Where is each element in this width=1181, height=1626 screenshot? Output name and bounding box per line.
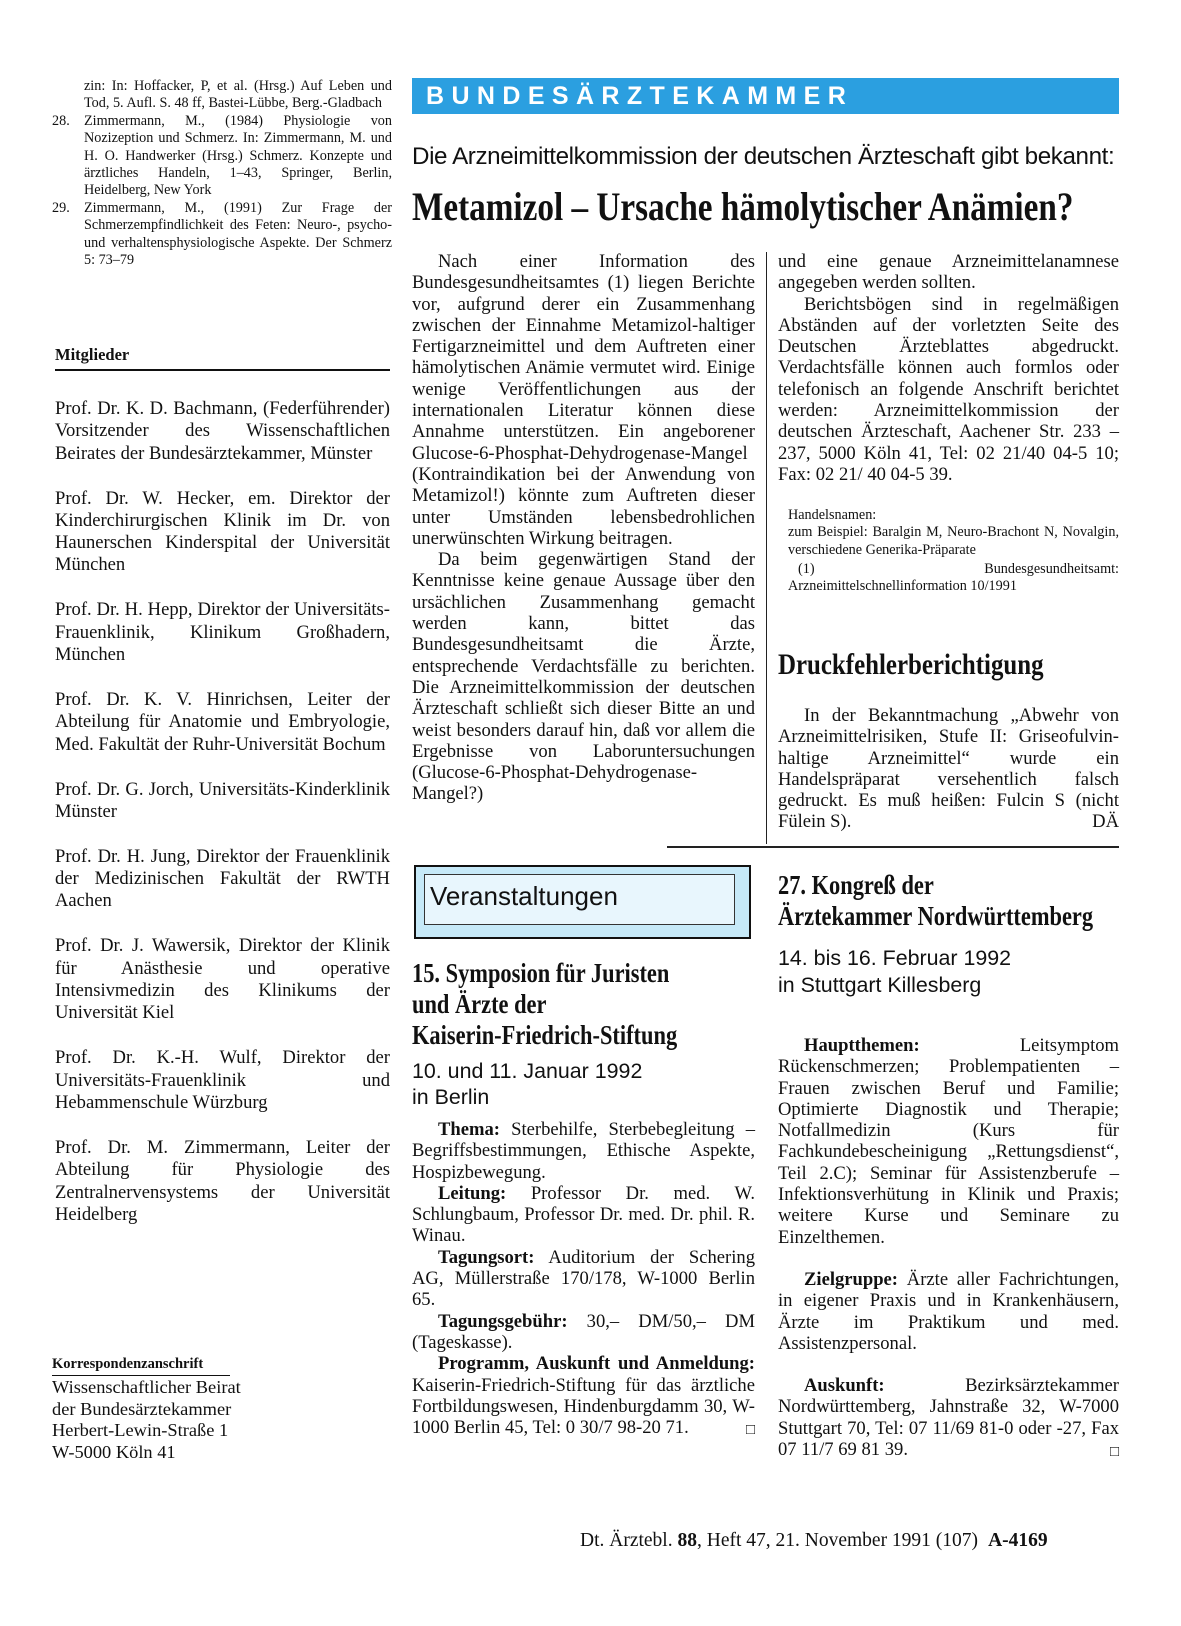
- reference-list: [52, 78, 392, 269]
- article-paragraph: Da beim gegenwärtigen Stand der Kenntnisse keine genaue Aussage über den ursächlichen Zusammenhang gemacht werden kann, bittet das Bundesgesundheitsamt die Ärzte, entsprechende Verdachtsfälle zu berichten. Die Arzneimittelkommission der deutschen Ärzteschaft schließt sich dieser Bitte an und weist besonders darauf hin, daß vor allem die Ergebnisse von Laboruntersuchungen (Glucose-6-Phosphat-Dehydrogenase-Mangel?): [412, 549, 755, 805]
- member-entry: Prof. Dr. K.-H. Wulf, Direktor der Universitäts-Frauenklinik und Hebammenschule Würzburg: [55, 1047, 390, 1113]
- footnote: (1) Bundesgesundheitsamt: Arzneimittelschnellinformation 10/1991: [788, 560, 1119, 595]
- address-line: Wissenschaftlicher Beirat: [52, 1377, 241, 1397]
- event-detail: [412, 1353, 755, 1438]
- event-detail: [778, 1035, 1119, 1248]
- detail-text: Ärzte aller Fachrichtungen, in eigener Praxis und in Krankenhäusern, Ärzte im Praktikum und med. Assistenzpersonal.: [778, 1268, 1119, 1354]
- section-divider: [667, 846, 1119, 848]
- detail-text: Auditorium der Schering AG, Müllerstraße 170/178, W-1000 Berlin 65.: [412, 1246, 755, 1311]
- address-line: W-5000 Köln 41: [52, 1441, 176, 1462]
- column-divider: [766, 252, 767, 844]
- detail-label: Thema:: [438, 1119, 500, 1140]
- event2-details: [778, 1035, 1119, 1463]
- detail-text: 30,– DM/50,– DM (Tageskasse).: [412, 1310, 755, 1353]
- journal-name: Dt. Ärztebl.: [580, 1530, 673, 1551]
- member-entry: Prof. Dr. W. Hecker, em. Direktor der Kinderchirurgischen Klinik im Dr. von Haunerschen Kinderspital der Universität München: [55, 487, 390, 576]
- reference-item: [52, 78, 392, 113]
- event1-date: [412, 1058, 755, 1110]
- event-title-line: Ärztekammer Nordwürttemberg: [778, 901, 1094, 931]
- trade-names: zum Beispiel: Baralgin M, Neuro-Brachont N, Novalgin, verschiedene Generika-Präparate: [788, 524, 1119, 558]
- address-line: Herbert-Lewin-Straße 1: [52, 1420, 229, 1440]
- members-heading: Mitglieder: [55, 345, 390, 371]
- end-mark-icon: □: [745, 1422, 755, 1439]
- detail-label: Leitung:: [438, 1182, 507, 1204]
- reference-text: Zimmermann, M., (1991) Zur Frage der Schmerzempfindlichkeit des Feten: Neuro-, psycho- und verhaltensphysiologische Aspekte. Der Schmerz 5: 73–79: [84, 199, 392, 269]
- event-title-line: 27. Kongreß der: [778, 870, 934, 900]
- detail-label: Auskunft:: [804, 1375, 885, 1397]
- member-entry: Prof. Dr. G. Jorch, Universitäts-Kinderklinik Münster: [55, 778, 390, 822]
- member-entry: Prof. Dr. M. Zimmermann, Leiter der Abteilung für Physiologie des Zentralnervensystems der Universität Heidelberg: [55, 1136, 390, 1225]
- detail-label: Programm, Auskunft und Anmeldung:: [438, 1353, 755, 1375]
- end-mark-icon: □: [1109, 1444, 1119, 1461]
- article-paragraph: Berichtsbögen sind in regelmäßigen Abständen auf der vorletzten Seite des Deutschen Ärzteblattes abgedruckt. Verdachtsfälle können auch formlos oder telefonisch an folgende Anschrift berichtet werden: Arzneimittelkommission der deutschen Ärzteschaft, Aachener Str. 233 – 237, 5000 Köln 41, Tel: 02 21/40 04-5 10; Fax: 02 21/ 40 04-5 39.: [778, 293, 1119, 485]
- detail-label: Zielgruppe:: [804, 1268, 899, 1290]
- correction-text: In der Bekanntmachung „Abwehr von Arzneimittelrisiken, Stufe II: Griseofulvin-haltige Arzneimittel“ wurde ein Handelspräparat versehentlich falsch gedruckt. Es muß heißen: Fulcin S (nicht Fülein S). DÄ: [778, 705, 1119, 833]
- event-detail: [412, 1119, 755, 1183]
- event-detail: [412, 1311, 755, 1354]
- article-kicker: Die Arzneimittelkommission der deutschen Ärzteschaft gibt bekannt:: [412, 143, 1115, 170]
- reference-text: Zimmermann, M., (1984) Physiologie von Nozizeption und Schmerz. In: Zimmermann, M. und H. O. Handwerker (Hrsg.) Schmerz. Konzepte und ärztliches Handeln, 1–43, Springer, Berlin, Heidelberg, New York: [84, 112, 392, 199]
- page-number: A-4169: [988, 1530, 1048, 1551]
- detail-label: Tagungsort:: [438, 1246, 535, 1268]
- event2-title: [778, 870, 1093, 932]
- journal-volume: 88: [677, 1530, 697, 1551]
- article-headline: Metamizol – Ursache hämolytischer Anämien?: [412, 184, 1074, 229]
- detail-text: Professor Dr. med. W. Schlungbaum, Professor Dr. med. Dr. phil. R. Winau.: [412, 1182, 755, 1247]
- member-entry: Prof. Dr. H. Jung, Direktor der Frauenklinik der Medizinischen Fakultät der RWTH Aachen: [55, 845, 390, 912]
- reference-item: [52, 200, 392, 270]
- member-entry: Prof. Dr. K. D. Bachmann, (Federführender) Vorsitzender des Wissenschaftlichen Beirates der Bundesärztekammer, Münster: [55, 398, 390, 464]
- event-date-line: in Stuttgart Killesberg: [778, 973, 982, 997]
- event-detail: [778, 1375, 1119, 1460]
- detail-text: Leitsymptom Rückenschmerzen; Problempatienten – Frauen zwischen Beruf und Familie; Optimierte Diagnostik und Therapie; Notfallmedizin (Kurs für Fachkundebescheinigung „Rettungsdienst“, Teil 2.C); Seminar für Assistenzberufe – Infektionsverhütung in Klinik und Praxis; weitere Kurse und Seminare zu Einzelthemen.: [778, 1035, 1119, 1248]
- detail-label: Tagungsgebühr:: [438, 1310, 568, 1332]
- detail-text: Sterbehilfe, Sterbebegleitung – Begriffsbestimmungen, Ethische Aspekte, Hospizbewegung.: [412, 1119, 755, 1183]
- issue-info: , Heft 47, 21. November 1991 (107): [696, 1530, 979, 1551]
- member-entry: Prof. Dr. H. Hepp, Direktor der Universitäts-Frauenklinik, Klinikum Großhadern, München: [55, 599, 390, 666]
- events-section-box: [414, 865, 751, 939]
- event2-date: [778, 945, 1119, 999]
- detail-text: Bezirksärztekammer Nordwürttemberg, Jahnstraße 32, W-7000 Stuttgart 70, Tel: 07 11/69 81-0 oder -27, Fax 07 11/7 69 81 39.: [778, 1375, 1119, 1461]
- event-title-line: und Ärzte der: [412, 989, 547, 1019]
- event-title-line: Kaiserin-Friedrich-Stiftung: [412, 1020, 678, 1050]
- reference-text: zin: In: Hoffacker, P, et al. (Hrsg.) Auf Leben und Tod, 5. Aufl. S. 48 ff, Bastei-Lübbe, Berg.-Gladbach: [84, 78, 392, 112]
- article-paragraph: und eine genaue Arzneimittelanamnese angegeben werden sollten.: [778, 251, 1119, 294]
- article-paragraph: Nach einer Information des Bundesgesundheitsamtes (1) liegen Berichte vor, aufgrund derer ein Zusammenhang zwischen der Einnahme Metamizol-haltiger Fertigarzneimittel und dem Auftreten einer hämolytischen Anämie vermutet wird. Einige wenige Veröffentlichungen aus der internationalen Literatur können diese Annahme unterstützen. Ein angeborener Glucose-6-Phosphat-Dehydrogenase-Mangel (Kontraindikation bei der Anwendung von Metamizol!) könnte zum Auftreten dieser unter Umständen lebensbedrohlichen unerwünschten Wirkung beitragen.: [412, 251, 755, 549]
- trade-names-label: Handelsnamen:: [788, 507, 877, 523]
- event-date-line: 10. und 11. Januar 1992: [412, 1059, 643, 1083]
- detail-label: Hauptthemen:: [804, 1035, 920, 1056]
- reference-item: [52, 113, 392, 200]
- event-date-line: in Berlin: [412, 1085, 490, 1109]
- article-column-right: [778, 251, 1119, 485]
- reference-number: 29.: [52, 199, 70, 216]
- events-section-label: Veranstaltungen: [430, 881, 618, 911]
- correction-heading: Druckfehlerberichtigung: [778, 648, 1044, 681]
- event1-title: [412, 958, 677, 1051]
- event-title-line: 15. Symposion für Juristen: [412, 958, 670, 988]
- correspondence-address: [52, 1377, 392, 1463]
- event1-details: [412, 1119, 755, 1441]
- address-line: der Bundesärztekammer: [52, 1398, 232, 1419]
- article-notes: [788, 507, 1119, 595]
- event-date-line: 14. bis 16. Februar 1992: [778, 946, 1012, 970]
- member-entry: Prof. Dr. K. V. Hinrichsen, Leiter der Abteilung für Anatomie und Embryologie, Med. Fakultät der Ruhr-Universität Bochum: [55, 689, 390, 755]
- section-banner: BUNDESÄRZTEKAMMER: [412, 78, 1119, 114]
- members-list: [55, 398, 390, 1249]
- correction-notice: [778, 705, 1119, 833]
- event-detail: [412, 1183, 755, 1247]
- event-detail: [778, 1269, 1119, 1354]
- article-column-left: [412, 251, 755, 805]
- member-entry: Prof. Dr. J. Wawersik, Direktor der Klinik für Anästhesie und operative Intensivmedizin des Klinikums der Universität Kiel: [55, 935, 390, 1024]
- correction-sign: DÄ: [1092, 811, 1119, 833]
- correspondence-heading: Korrespondenzanschrift: [52, 1356, 230, 1376]
- page-footer: [580, 1530, 1048, 1552]
- detail-text: Kaiserin-Friedrich-Stiftung für das ärztliche Fortbildungswesen, Hindenburgdamm 30, W-1000 Berlin 45, Tel: 0 30/7 98-20 71.: [412, 1374, 755, 1439]
- event-detail: [412, 1247, 755, 1311]
- reference-number: 28.: [52, 112, 70, 129]
